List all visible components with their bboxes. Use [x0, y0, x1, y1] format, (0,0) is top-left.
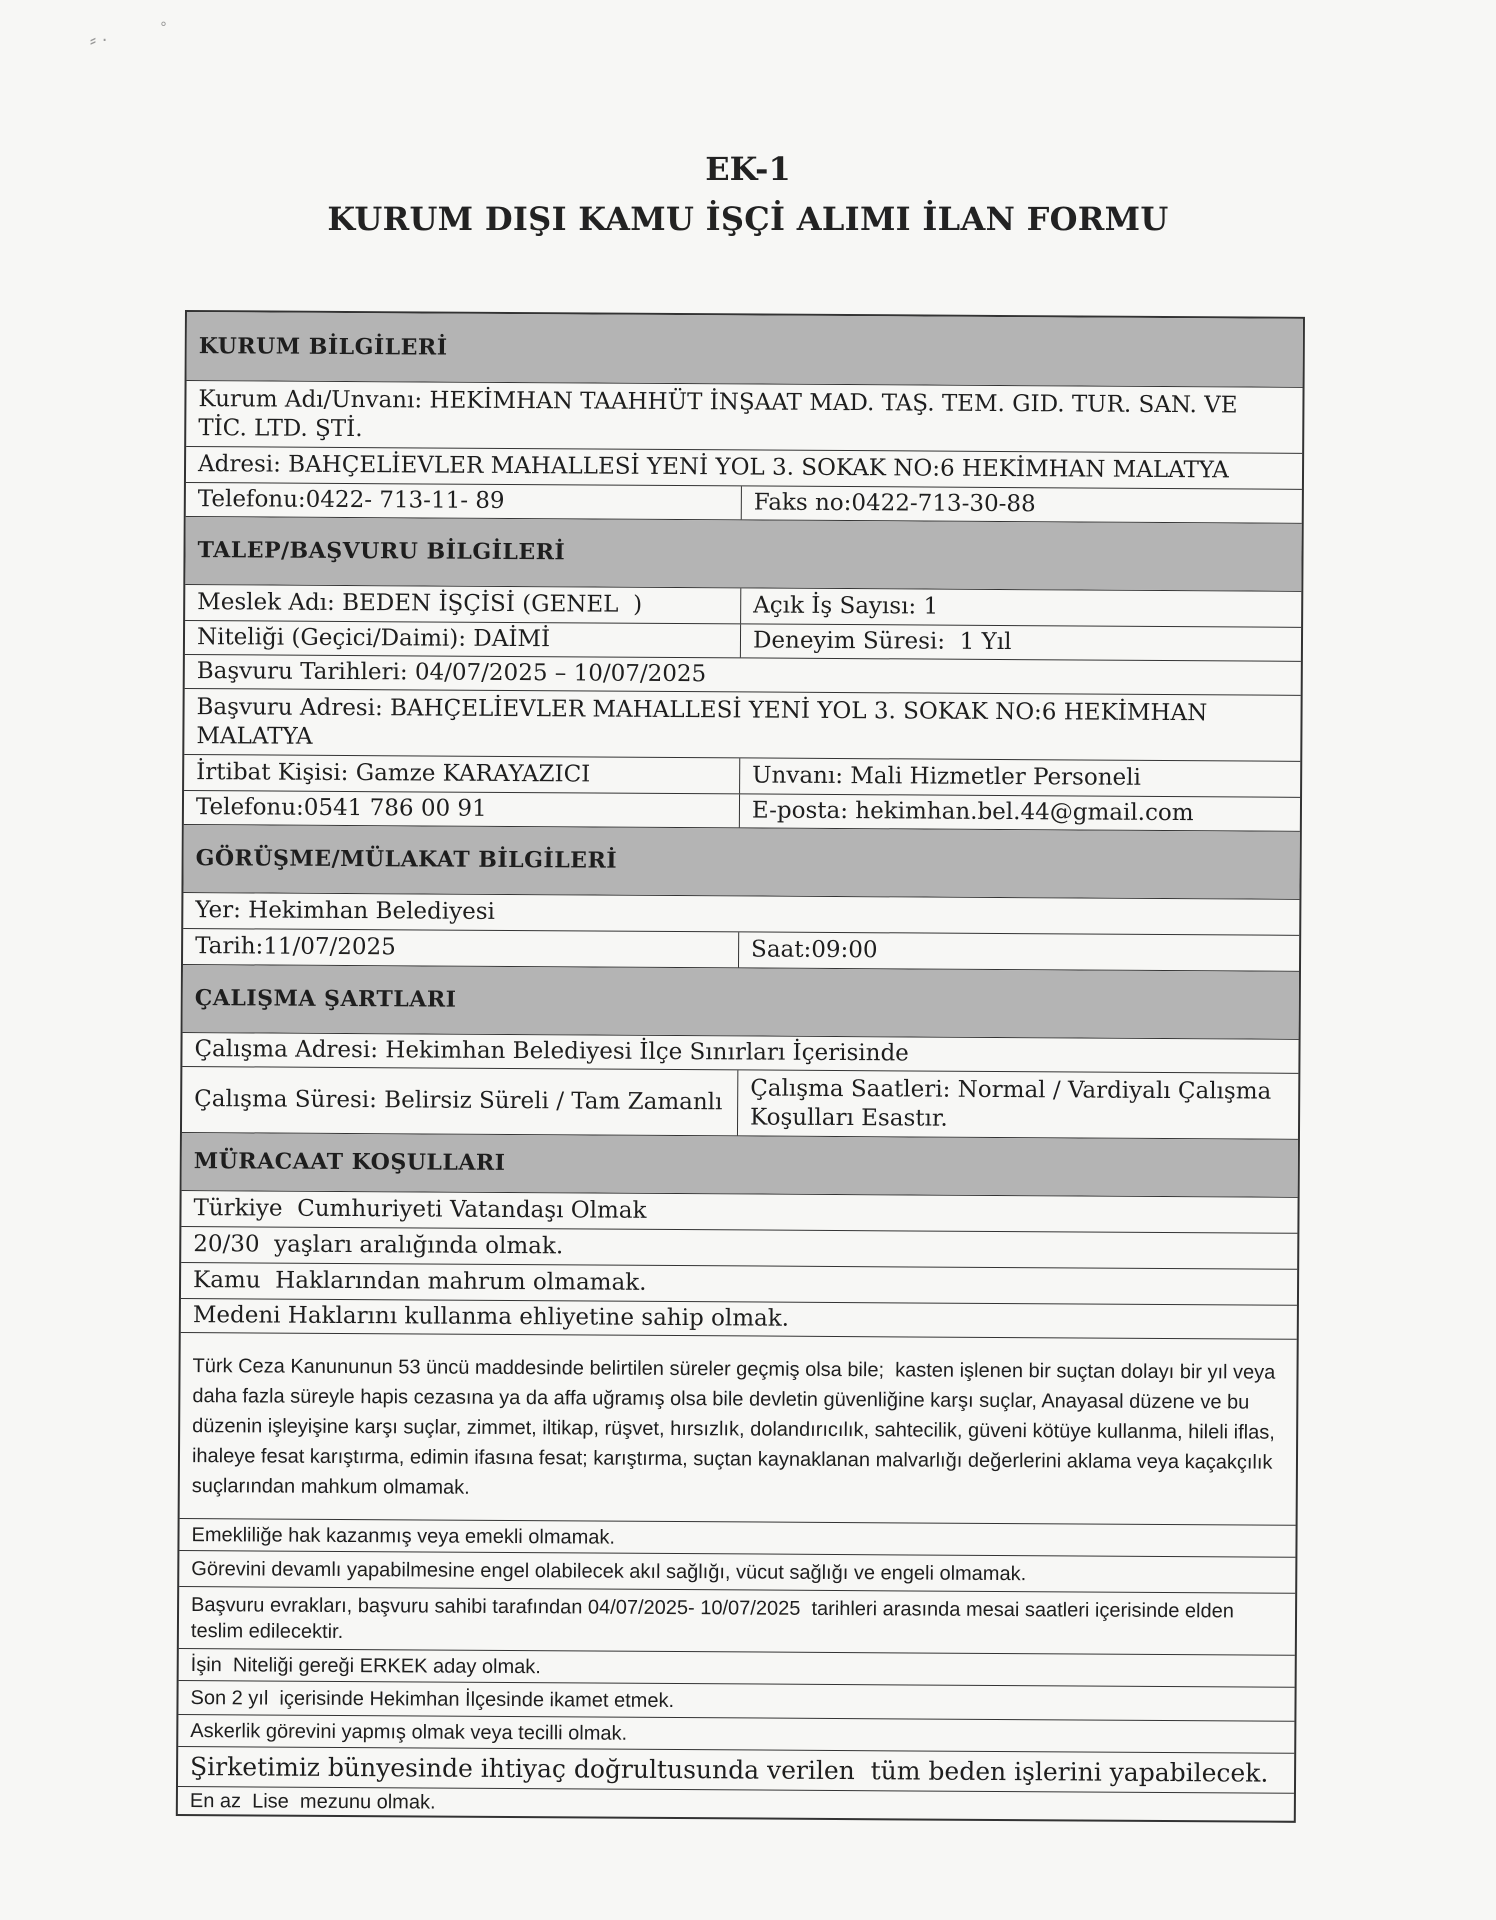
page-title-code: EK-1 — [705, 150, 791, 188]
calisma-sure-row — [182, 1066, 1298, 1139]
basvuru-adresi: Başvuru Adresi: BAHÇELİEVLER MAHALLESİ YENİ YOL 3. SOKAK NO:6 HEKİMHAN MALATYA — [196, 693, 1215, 750]
deneyim-suresi: Deneyim Süresi: 1 Yıl — [740, 624, 1301, 660]
kosul-item: Medeni Haklarını kullanma ehliyetine sahip olmak. — [192, 1302, 790, 1332]
irtibat-unvan: Unvanı: Mali Hizmetler Personeli — [739, 758, 1300, 796]
kosul-row — [178, 1714, 1294, 1753]
nitelik-row — [185, 620, 1301, 661]
irtibat-telefon: Telefonu:0541 786 00 91 — [195, 794, 487, 822]
kosul-item: Askerlik görevini yapmış olmak veya tecilli olmak. — [190, 1719, 628, 1745]
kosul-item: 20/30 yaşları aralığında olmak. — [193, 1231, 564, 1260]
kosul-row — [181, 1298, 1297, 1339]
kurum-adi-row — [186, 380, 1302, 453]
kosul-item: En az Lise mezunu olmak. — [189, 1789, 436, 1814]
gorusme-zaman-row — [183, 928, 1299, 971]
section-header-talep: TALEP/BAŞVURU BİLGİLERİ — [185, 516, 1301, 591]
nitelik: Niteliği (Geçici/Daimi): DAİMİ — [196, 624, 551, 653]
kurum-telefon: Telefonu:0422- 713-11- 89 — [197, 486, 505, 514]
kosul-row — [179, 1648, 1295, 1687]
kosul-item: Türk Ceza Kanununun 53 üncü maddesinde belirtilen süreler geçmiş olsa bile; kasten işlenen bir suçtan dolayı bir yıl veya daha fazla süreyle hapis cezasına ya da affa uğramış olsa bile devletin güvenliğine karşı suçlar, Anayasal düzene ve bu düzenin işleyişine karşı suçlar, zimmet, iltikap, rüşvet, hırsızlık, dolandırıcılık, sahtecilik, güveni kötüye kullanma, hileli iflas, ihaleye fesat karıştırma, edimin ifasına fesat; karıştırma, suçtan kaynaklanan malvarlığı değerlerini aklama veya kaçakçılık suçlarından mahkum olmamak. — [191, 1354, 1281, 1499]
kurum-iletisim-row — [186, 482, 1302, 523]
section-header-gorusme: GÖRÜŞME/MÜLAKAT BİLGİLERİ — [183, 824, 1299, 899]
irtibat-row — [184, 754, 1300, 797]
kosul-item: Emekliliğe hak kazanmış veya emekli olmamak. — [191, 1523, 616, 1549]
calisma-suresi: Çalışma Süresi: Belirsiz Süreli / Tam Zamanlı — [194, 1086, 723, 1116]
meslek-adi: Meslek Adı: BEDEN İŞÇİSİ (GENEL ) — [197, 589, 643, 618]
acik-is-sayisi: Açık İş Sayısı: 1 — [740, 588, 1301, 626]
kurum-adres-row — [186, 446, 1302, 489]
scan-mark: ⸗ · — [90, 30, 108, 51]
meslek-row — [185, 584, 1301, 627]
scan-mark: ° — [160, 20, 167, 36]
calisma-saatleri: Çalışma Saatleri: Normal / Vardiyalı Çalışma Koşulları Esastır. — [737, 1070, 1298, 1138]
kosul-row — [179, 1550, 1295, 1593]
page-title: KURUM DIŞI KAMU İŞÇİ ALIMI İLAN FORMU — [327, 200, 1169, 238]
calisma-adres-row — [182, 1032, 1298, 1073]
section-header-kurum: KURUM BİLGİLERİ — [187, 312, 1303, 387]
kosul-row — [179, 1586, 1295, 1655]
kosul-row — [179, 1518, 1295, 1557]
gorusme-yer-row — [183, 892, 1299, 935]
irtibat-eposta: E-posta: hekimhan.bel.44@gmail.com — [739, 794, 1300, 830]
irtibat-kisisi: İrtibat Kişisi: Gamze KARAYAZICI — [196, 759, 591, 788]
kosul-item: Şirketimiz bünyesinde ihtiyaç doğrultusunda verilen tüm beden işlerini yapabilecek. — [190, 1752, 1269, 1788]
kosul-item: İşin Niteliği gereği ERKEK aday olmak. — [190, 1653, 541, 1678]
irtibat-iletisim-row — [184, 790, 1300, 831]
kosul-item: Türkiye Cumhuriyeti Vatandaşı Olmak — [193, 1195, 647, 1224]
calisma-adresi: Çalışma Adresi: Hekimhan Belediyesi İlçe Sınırları İçerisinde — [194, 1036, 909, 1067]
basvuru-tarihleri-row — [185, 654, 1301, 695]
section-header-muracaat: MÜRACAAT KOŞULLARI — [182, 1132, 1298, 1197]
gorusme-saat: Saat:09:00 — [738, 932, 1299, 970]
kosul-item: Görevini devamlı yapabilmesine engel olabilecek akıl sağlığı, vücut sağlığı ve engeli olmamak. — [191, 1557, 1027, 1585]
kosul-row — [178, 1680, 1294, 1721]
kurum-adres: Adresi: BAHÇELİEVLER MAHALLESİ YENİ YOL 3. SOKAK NO:6 HEKİMHAN MALATYA — [197, 451, 1229, 484]
kosul-row — [181, 1226, 1297, 1269]
gorusme-tarih: Tarih:11/07/2025 — [195, 933, 396, 961]
kosul-row — [181, 1190, 1297, 1233]
kosul-row — [181, 1262, 1297, 1305]
kosul-item: Başvuru evrakları, başvuru sahibi tarafından 04/07/2025- 10/07/2025 tarihleri arasında mesai saatleri içerisinde elden teslim edilecektir. — [190, 1593, 1240, 1643]
kosul-item: Son 2 yıl içerisinde Hekimhan İlçesinde ikamet etmek. — [190, 1686, 675, 1712]
kosul-item: Kamu Haklarından mahrum olmamak. — [192, 1267, 647, 1296]
basvuru-tarihleri: Başvuru Tarihleri: 04/07/2025 – 10/07/2025 — [196, 658, 707, 688]
kosul-row — [180, 1332, 1297, 1525]
section-header-calisma: ÇALIŞMA ŞARTLARI — [183, 964, 1299, 1039]
kurum-faks: Faks no:0422-713-30-88 — [741, 486, 1302, 522]
kosul-row — [178, 1746, 1294, 1793]
kurum-adi: Kurum Adı/Unvanı: HEKİMHAN TAAHHÜT İNŞAAT MAD. TAŞ. TEM. GID. TUR. SAN. VE TİC. LTD. ŞTİ. — [198, 385, 1245, 442]
basvuru-adresi-row — [184, 688, 1300, 761]
announcement-form — [176, 310, 1305, 1823]
gorusme-yer: Yer: Hekimhan Belediyesi — [195, 897, 496, 925]
